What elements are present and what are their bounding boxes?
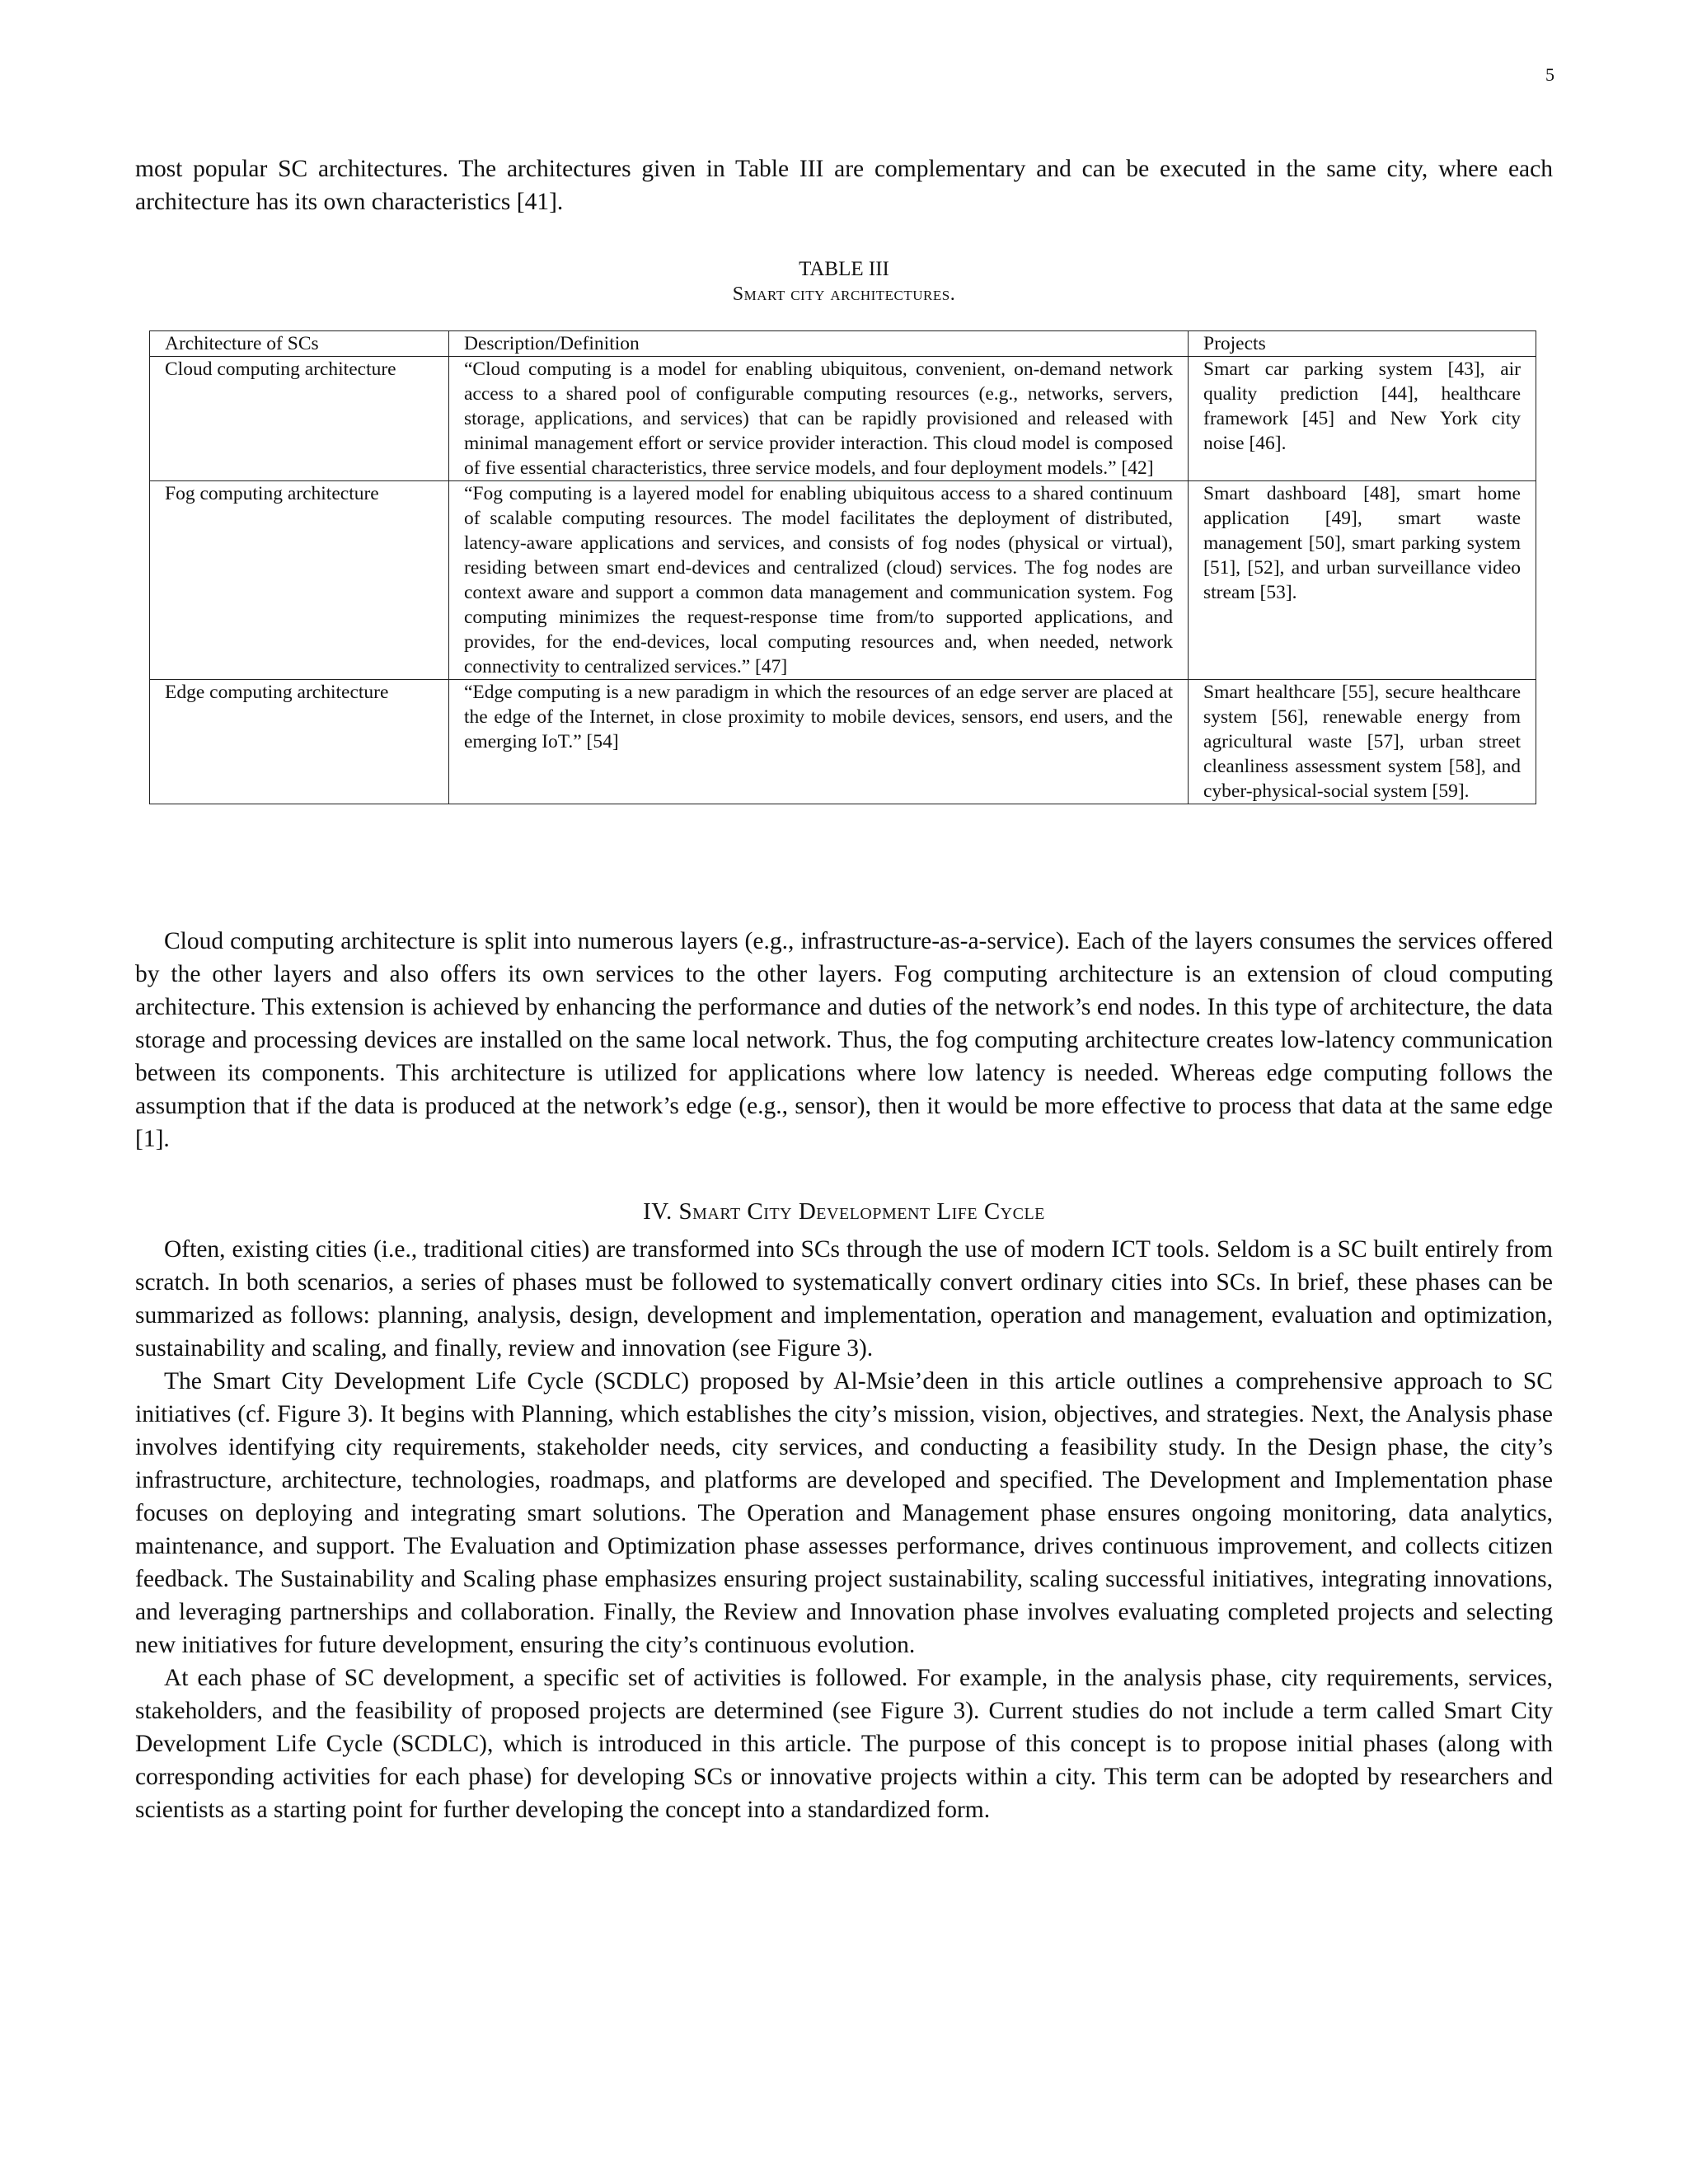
after-table-paragraph bbox=[135, 925, 1553, 1155]
table-row bbox=[150, 481, 1536, 680]
table-row bbox=[150, 357, 1536, 481]
section-heading bbox=[0, 1198, 1688, 1226]
cell-architecture: Fog computing architecture bbox=[150, 481, 449, 680]
section-number: IV. bbox=[643, 1198, 673, 1225]
table-title: Smart city architectures. bbox=[732, 284, 956, 305]
cell-projects: Smart healthcare [55], secure healthcare system [56], renewable energy from agricultural waste [57], urban street cleanliness assessment system [58], and cyber-physical-social system [59]. bbox=[1189, 680, 1536, 804]
table-label: TABLE III bbox=[799, 258, 889, 280]
table-header-row bbox=[150, 331, 1536, 357]
section-paragraph: At each phase of SC development, a specific set of activities is followed. For example, in the analysis phase, city requirements, services, stakeholders, and the feasibility of proposed projects are determined (see Figure 3). Current studies do not include a term called Smart City Development Life Cycle (SCDLC), which is introduced in this article. The purpose of this concept is to propose initial phases (along with corresponding activities for each phase) for developing SCs or innovative projects within a city. This term can be adopted by researchers and scientists as a starting point for further developing the concept into a standardized form. bbox=[135, 1665, 1553, 1823]
table-row bbox=[150, 680, 1536, 804]
section-paragraph: The Smart City Development Life Cycle (SCDLC) proposed by Al-Msie’deen in this article outlines a comprehensive approach to SC initiatives (cf. Figure 3). It begins with Planning, which establishes the city’s mission, vision, objectives, and strategies. Next, the Analysis phase involves identifying city requirements, stakeholder needs, city services, and conducting a feasibility study. In the Design phase, the city’s infrastructure, architecture, technologies, roadmaps, and platforms are developed and specified. The Development and Implementation phase focuses on deploying and integrating smart solutions. The Operation and Management phase ensures ongoing monitoring, data analytics, maintenance, and support. The Evaluation and Optimization phase assesses performance, drives continuous improvement, and collects citizen feedback. The Sustainability and Scaling phase emphasizes ensuring project sustainability, scaling successful initiatives, integrating innovations, and leveraging partnerships and collaboration. Finally, the Review and Innovation phase involves evaluating completed projects and selecting new initiatives for future development, ensuring the city’s continuous evolution. bbox=[135, 1368, 1553, 1658]
table-caption bbox=[0, 257, 1688, 307]
cell-architecture: Cloud computing architecture bbox=[150, 357, 449, 481]
intro-paragraph bbox=[135, 152, 1553, 218]
after-table-text: Cloud computing architecture is split into numerous layers (e.g., infrastructure-as-a-service). Each of the layers consumes the services offered by the other layers and also offers its own services to the other layers. Fog computing architecture is an extension of cloud computing architecture. This extension is achieved by enhancing the performance and duties of the network’s end nodes. In this type of architecture, the data storage and processing devices are installed on the same local network. Thus, the fog computing architecture creates low-latency communication between its components. This architecture is utilized for applications where low latency is needed. Whereas edge computing follows the assumption that if the data is produced at the network’s edge (e.g., sensor), then it would be more effective to process that data at the same edge [1]. bbox=[135, 928, 1553, 1152]
cell-description: “Edge computing is a new paradigm in which the resources of an edge server are placed at the edge of the Internet, in close proximity to mobile devices, sensors, end users, and the emerging IoT.” [54] bbox=[449, 680, 1189, 804]
architectures-table bbox=[149, 330, 1536, 804]
header-architecture: Architecture of SCs bbox=[150, 331, 449, 357]
cell-projects: Smart dashboard [48], smart home application [49], smart waste management [50], smart parking system [51], [52], and urban surveillance video stream [53]. bbox=[1189, 481, 1536, 680]
cell-description: “Cloud computing is a model for enabling ubiquitous, convenient, on-demand network access to a shared pool of configurable computing resources (e.g., networks, servers, storage, applications, and services) that can be rapidly provisioned and released with minimal management effort or service provider interaction. This cloud model is composed of five essential characteristics, three service models, and four deployment models.” [42] bbox=[449, 357, 1189, 481]
section-title: Smart City Development Life Cycle bbox=[678, 1198, 1045, 1225]
header-description: Description/Definition bbox=[449, 331, 1189, 357]
section-paragraph: Often, existing cities (i.e., traditional cities) are transformed into SCs through the use of modern ICT tools. Seldom is a SC built entirely from scratch. In both scenarios, a series of phases must be followed to systematically convert ordinary cities into SCs. In brief, these phases can be summarized as follows: planning, analysis, design, development and implementation, operation and management, evaluation and optimization, sustainability and scaling, and finally, review and innovation (see Figure 3). bbox=[135, 1236, 1553, 1361]
header-projects: Projects bbox=[1189, 331, 1536, 357]
cell-projects: Smart car parking system [43], air quality prediction [44], healthcare framework [45] and New York city noise [46]. bbox=[1189, 357, 1536, 481]
cell-description: “Fog computing is a layered model for enabling ubiquitous access to a shared continuum of scalable computing resources. The model facilitates the deployment of distributed, latency-aware applications and services, and consists of fog nodes (physical or virtual), residing between smart end-devices and centralized (cloud) services. The fog nodes are context aware and support a common data management and communication system. Fog computing minimizes the request-response time from/to supported applications, and provides, for the end-devices, local computing resources and, when needed, network connectivity to centralized services.” [47] bbox=[449, 481, 1189, 680]
page-number: 5 bbox=[1545, 64, 1554, 85]
cell-architecture: Edge computing architecture bbox=[150, 680, 449, 804]
section-body bbox=[135, 1233, 1553, 1826]
intro-text: most popular SC architectures. The architectures given in Table III are complementary and can be executed in the same city, where each architecture has its own characteristics [41]. bbox=[135, 156, 1553, 215]
